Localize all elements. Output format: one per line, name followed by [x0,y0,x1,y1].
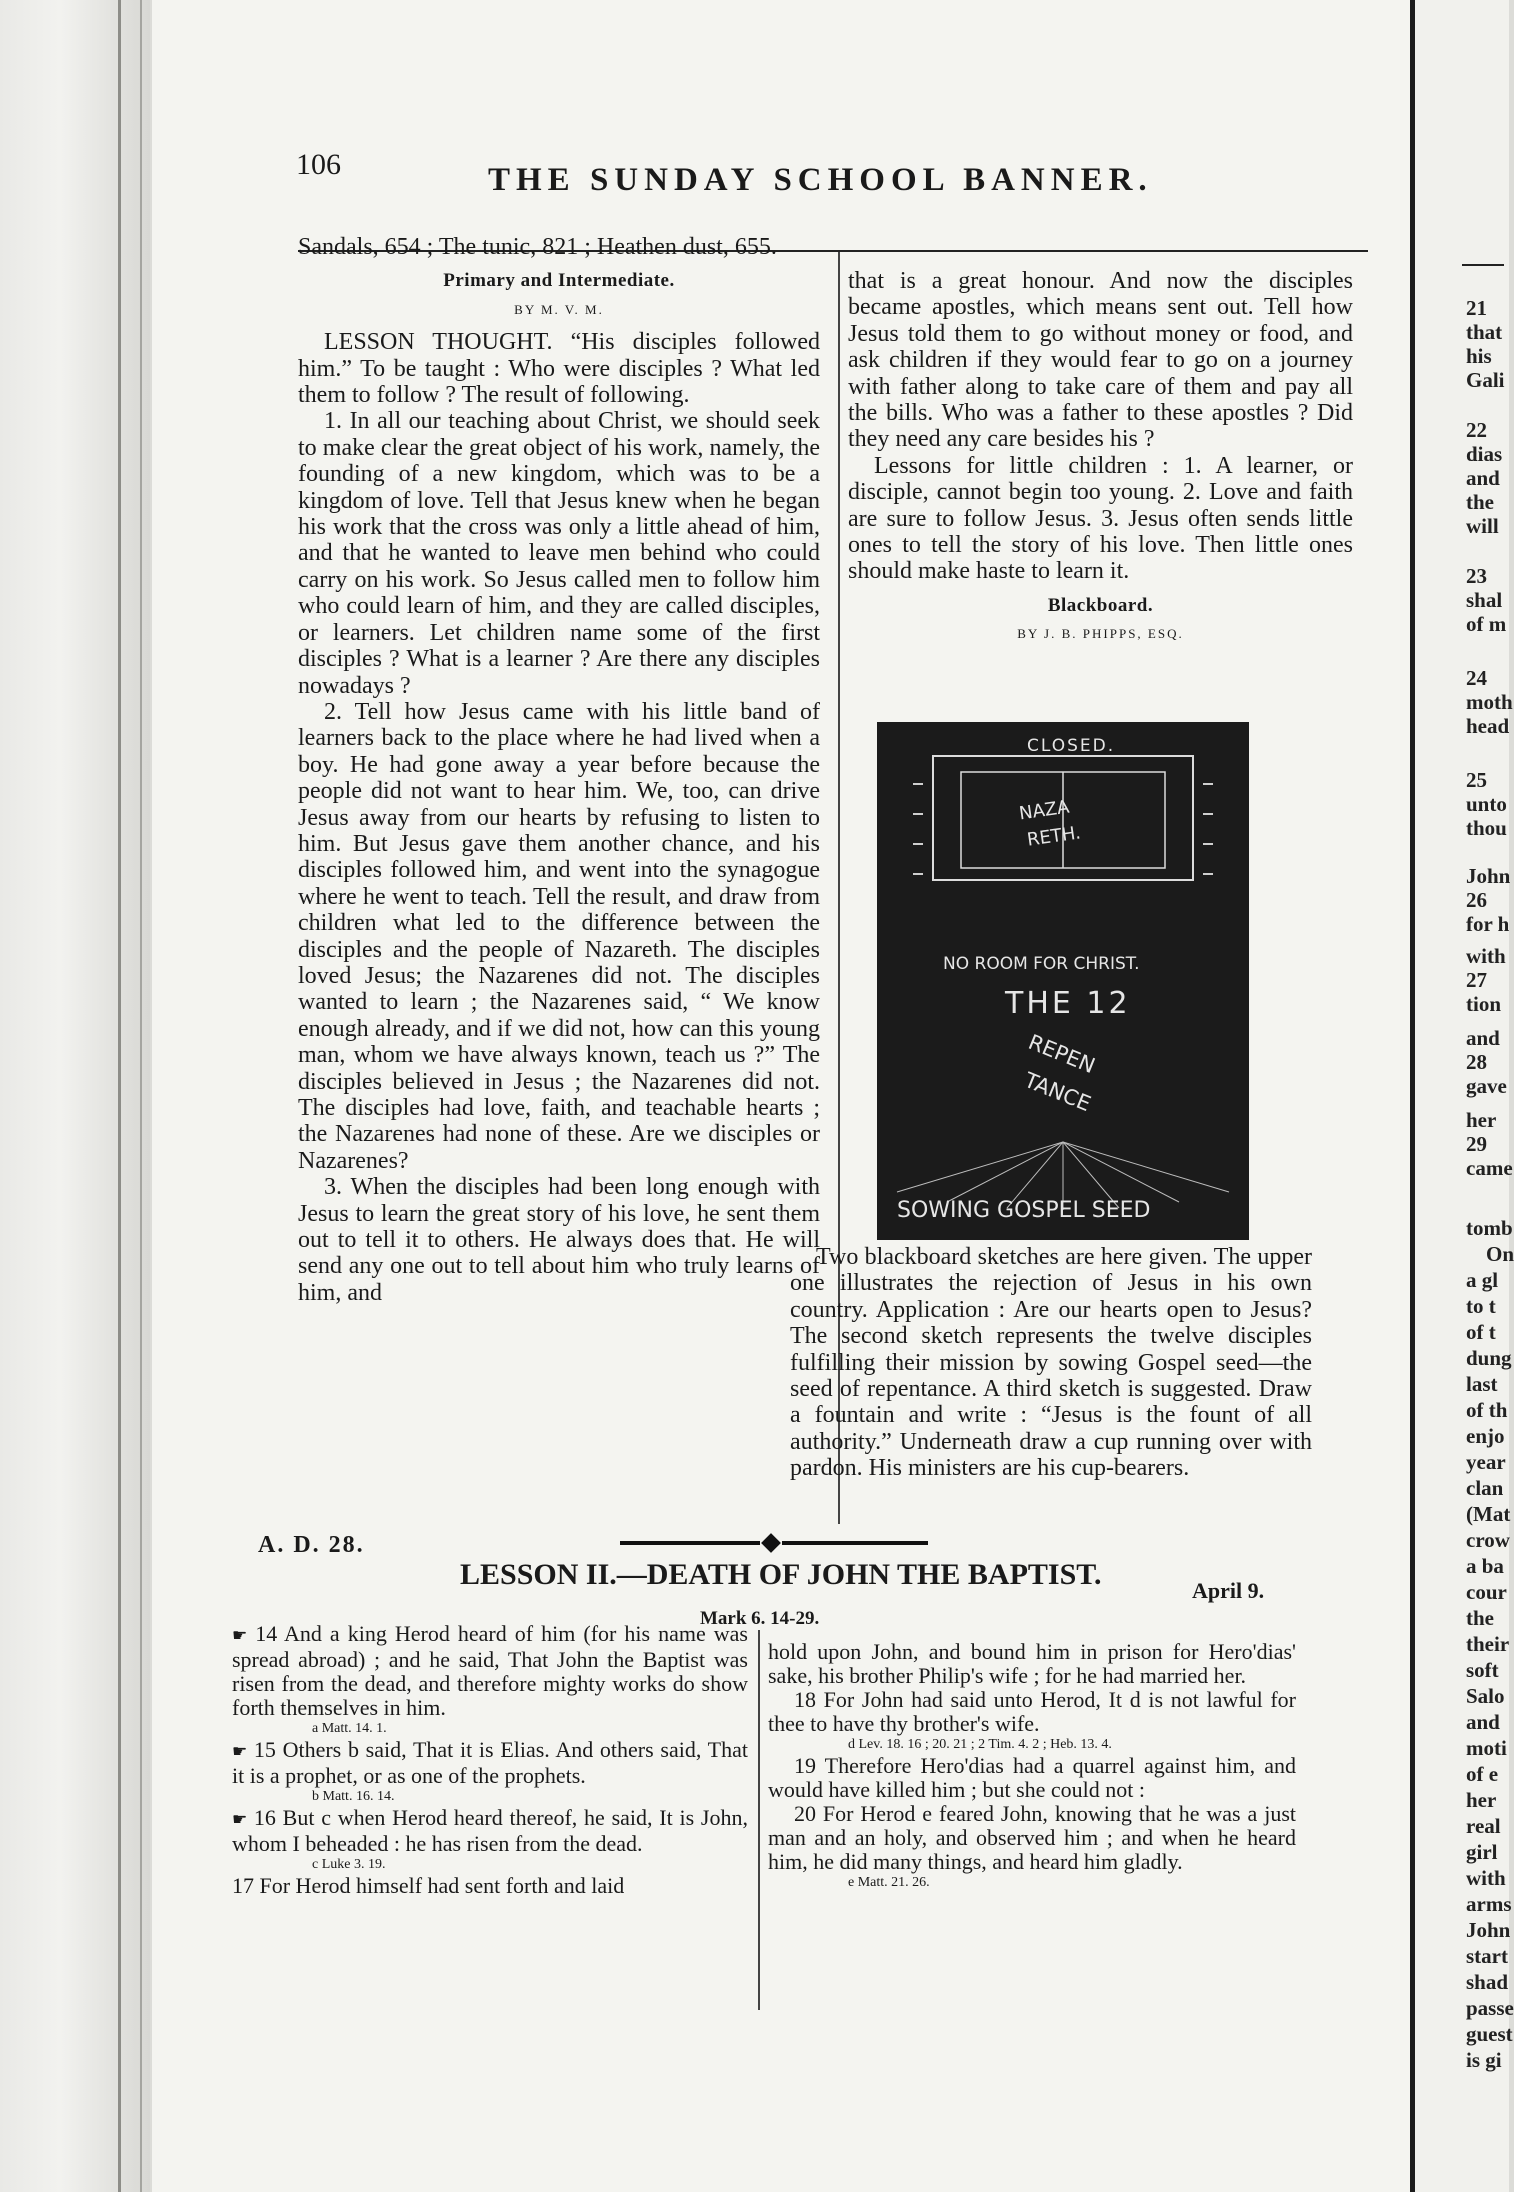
verse-text: hold upon John, and bound him in prison for Hero'dias' sake, his brother Philip's wife ; for he had married her. [768,1639,1296,1688]
facing-page-fragment: thou [1466,816,1507,840]
right-column-top [848,268,1353,654]
verse-text: 17 For Herod himself had sent forth and laid [232,1873,625,1898]
facing-page-fragment: with [1466,1866,1506,1890]
facing-page-fragment: came [1466,1156,1513,1180]
facing-page-fragment: 21 [1466,296,1487,320]
facing-page-fragment: of t [1466,1320,1496,1344]
bb-closed: CLOSED. [1027,736,1116,756]
facing-page-fragment: last [1466,1372,1498,1396]
footnote: e Matt. 21. 26. [848,1875,930,1890]
facing-page-fragment: soft [1466,1658,1499,1682]
binding-edge-line-inner [140,0,142,2192]
section-title: Blackboard. [1047,594,1154,616]
facing-page-fragment: year [1466,1450,1506,1474]
binding-gutter [0,0,150,2192]
bb-sowing: SOWING GOSPEL SEED [897,1198,1151,1223]
verse-text: 19 Therefore Hero'dias had a quarrel against him, and would have killed him ; but she could not : [768,1753,1296,1802]
footnote: a Matt. 14. 1. [312,1721,387,1736]
bb-naza: NAZA [1017,796,1071,825]
facing-page-fragment: of m [1466,612,1507,636]
footnote: c Luke 3. 19. [312,1857,386,1872]
facing-page-fragment: her [1466,1108,1497,1132]
byline: BY J. B. PHIPPS, ESQ. [1017,626,1184,642]
running-head: THE SUNDAY SCHOOL BANNER. [488,162,1153,198]
bb-repen: REPEN [1025,1029,1099,1079]
scripture-reference: Mark 6. 14-29. [700,1608,820,1629]
facing-page-fragment: cour [1466,1580,1507,1604]
facing-page-fragment: tion [1466,992,1502,1016]
verse-text: 20 For Herod e feared John, knowing that he was a just man and an holy, and observed him ; and when he heard him, he did many things, and heard him gladly. [768,1801,1296,1874]
facing-page-fragment: guest [1466,2022,1513,2046]
ornament-rule-left [620,1541,760,1545]
facing-page-fragment: of th [1466,1398,1508,1422]
lesson-title: LESSON II.—DEATH OF JOHN THE BAPTIST. [460,1558,1102,1591]
scripture-divider [758,1630,760,2010]
facing-page-fragment: 27 [1466,968,1487,992]
pointing-hand-icon: ☛ [232,1742,254,1762]
facing-page-fragment: 29 [1466,1132,1487,1156]
facing-page-fragment: to t [1466,1294,1496,1318]
facing-page-fragment: tomb [1466,1216,1513,1240]
facing-page-fragment: Gali [1466,368,1505,392]
paragraph: 3. When the disciples had been long enough with Jesus to learn the great story of his love, he sent them out to tell it to others. He always does that. He will send any one out to tell about him who truly learns of him, and [298,1174,820,1306]
facing-page-fragment: with [1466,944,1506,968]
pointing-hand-icon: ☛ [232,1810,254,1830]
bb-the-twelve: THE 12 [1005,986,1131,1021]
facing-page-fragment: start [1466,1944,1508,1968]
left-column [298,234,820,1306]
facing-page-fragment: their [1466,1632,1510,1656]
blackboard-caption [790,1244,1312,1482]
facing-page-fragment: for h [1466,912,1510,936]
facing-page-fragment: the [1466,490,1494,514]
facing-page-fragment: and [1466,1026,1500,1050]
ornament-rule-right [782,1541,928,1545]
facing-page-fragment: 26 [1466,888,1487,912]
page-number: 106 [296,148,341,181]
verse-text: 14 And a king Herod heard of him (for his name was spread abroad) ; and he said, That John the Baptist was risen from the dead, and therefore mighty works do show forth themselves in him. [232,1621,748,1720]
facing-page-fragment: a gl [1466,1268,1499,1292]
verse [232,1738,748,1788]
facing-page-fragment: the [1466,1606,1494,1630]
footnote: d Lev. 18. 16 ; 20. 21 ; 2 Tim. 4. 2 ; Heb. 13. 4. [848,1737,1112,1752]
verse-text: 16 But c when Herod heard thereof, he said, It is John, whom I beheaded : he has risen from the dead. [232,1805,748,1856]
paragraph: 2. Tell how Jesus came with his little band of learners back to the place where he had lived when a boy. He had gone away a year before because the people did not want to hear him. We, too, can drive Jesus away from our hearts by refusing to listen to him. But Jesus gave them another chance, and his disciples followed him, and went into the synagogue where he went to teach. Tell the result, and draw from children what led to the difference between the disciples and the people of Nazareth. The disciples loved Jesus; the Nazarenes did not. The disciples wanted to learn ; the Nazarenes said, “ We know enough already, and if we did not, how can this young man, whom we have always known, teach us ?” The disciples believed in Jesus ; the Nazarenes did not. The disciples had love, faith, and teachable hearts ; the Nazarenes had none of these. Are we disciples or Nazarenes? [298,698,820,1174]
facing-page-fragment: her [1466,1788,1497,1812]
bb-tance: TANCE [1021,1067,1095,1117]
bb-reth: RETH. [1025,822,1083,851]
byline: BY M. V. M. [514,301,604,317]
scripture-right [768,1640,1296,1892]
facing-page-fragment: enjo [1466,1424,1505,1448]
facing-page-fragment: girl [1466,1840,1498,1864]
verse [232,1806,748,1856]
paragraph: Lessons for little children : 1. A learner, or disciple, cannot begin too young. 2. Love and faith are sure to follow Jesus. 3. Jesus often sends little ones to tell the story of his love. Then little ones should make haste to learn it. [848,452,1353,585]
facing-page-fragment: is gi [1466,2048,1502,2072]
facing-page-fragment: John [1466,1918,1511,1942]
facing-page-fragment: clan [1466,1476,1504,1500]
facing-page-fragment: head [1466,714,1510,738]
facing-page-fragment: crow [1466,1528,1510,1552]
facing-page-fragment: On [1486,1242,1514,1266]
footnote: b Matt. 16. 14. [312,1789,395,1804]
pointing-hand-icon: ☛ [232,1626,256,1646]
facing-page-fragment: 22 [1466,418,1487,442]
facing-page-fragment: passe [1466,1996,1514,2020]
facing-page-rule [1462,264,1504,266]
verse [232,1622,748,1720]
paragraph: 1. In all our teaching about Christ, we should seek to make clear the great object of his work, namely, the founding of a new kingdom, which was to be a kingdom of love. Tell that Jesus knew when he began his work that the cross was only a little ahead of him, and that he wanted to leave men behind who could carry on his work. So Jesus called men to follow him who could learn of him, and they are called disciples, or learners. Let children name some of the first disciples ? What is a learner ? Are there any disciples nowadays ? [298,408,820,699]
facing-page-fragment: and [1466,1710,1500,1734]
lesson-date: April 9. [1192,1578,1265,1603]
facing-page-fragment: moti [1466,1736,1507,1760]
facing-page-fragment: Salo [1466,1684,1505,1708]
facing-page-fragment: 23 [1466,564,1487,588]
facing-page-fragment: 24 [1466,666,1487,690]
facing-page-fragment: John [1466,864,1511,888]
anno-domini: A. D. 28. [258,1532,365,1558]
facing-page-fragment: that [1466,320,1503,344]
facing-page-fragment: dias [1466,442,1503,466]
binding-edge-line [118,0,121,2192]
facing-page-fragment: moth [1466,690,1513,714]
lesson-thought: LESSON THOUGHT. “His disciples followed him.” To be taught : Who were disciples ? What led them to follow ? The result of following. [298,329,820,409]
facing-page-fragment: dung [1466,1346,1512,1370]
facing-page-fragment: gave [1466,1074,1507,1098]
bb-no-room: NO ROOM FOR CHRIST. [943,954,1140,974]
section-title: Primary and Intermediate. [443,270,675,292]
facing-page-fragment: (Mat [1466,1502,1511,1526]
paragraph: that is a great honour. And now the disciples became apostles, which means sent out. Tell how Jesus told them to go without money or food, and ask children if they would fear to go on a journey with father along to take care of them and pay all the bills. Who was a father to these apostles ? Did they need any care besides his ? [848,268,1353,453]
caption-text: Two blackboard sketches are here given. The upper one illustrates the rejection of Jesus in his own country. Application : Are our hearts open to Jesus? The second sketch represents the twelve disciples fulfilling their mission by sowing Gospel seed—the seed of repentance. A third sketch is suggested. Draw a fountain and write : “Jesus is the fount of all authority.” Underneath draw a cup running over with pardon. His ministers are his cup-bearers. [790,1244,1312,1482]
facing-page-fragment: shad [1466,1970,1509,1994]
intro-text: Sandals, 654 ; The tunic, 821 ; Heathen dust, 655. [298,234,777,260]
facing-page-fragment: 28 [1466,1050,1487,1074]
facing-page-fragment: arms [1466,1892,1512,1916]
facing-page-fragment: will [1466,514,1499,538]
blackboard-sketch [877,722,1249,1240]
facing-page-fragment: 25 [1466,768,1487,792]
facing-page-fragment: his [1466,344,1492,368]
facing-page-fragment: unto [1466,792,1507,816]
verse-text: 15 Others b said, That it is Elias. And others said, That it is a prophet, or as one of the prophets. [232,1737,748,1788]
verse-text: 18 For John had said unto Herod, It d is not lawful for thee to have thy brother's wife. [768,1687,1296,1736]
facing-page-fragment: of e [1466,1762,1499,1786]
facing-page-fragment: and [1466,466,1500,490]
scripture-left [232,1622,748,1898]
facing-page-fragment: real [1466,1814,1501,1838]
facing-page-fragment: a ba [1466,1554,1504,1578]
facing-page-fragment: shal [1466,588,1503,612]
